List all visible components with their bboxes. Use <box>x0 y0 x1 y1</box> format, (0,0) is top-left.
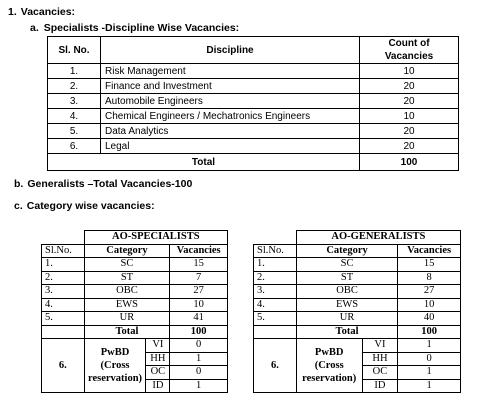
pwbd-value-cell: 0 <box>170 366 228 380</box>
pwbd-sl-no: 6. <box>254 339 297 393</box>
table-row <box>42 312 228 326</box>
discipline-cell: Chemical Engineers / Mechatronics Engineers <box>101 109 360 124</box>
sl-no-cell: 6. <box>48 139 101 154</box>
table-header-row <box>254 244 461 258</box>
column-header-vacancies: Vacancies <box>398 244 461 258</box>
sl-no-cell: 2. <box>48 79 101 94</box>
vacancies-cell: 7 <box>170 271 228 285</box>
sl-no-cell: 1. <box>48 64 101 79</box>
table-row <box>42 285 228 299</box>
discipline-cell: Data Analytics <box>101 124 360 139</box>
pwbd-type-cell: ID <box>362 379 398 393</box>
category-cell: UR <box>296 312 398 326</box>
table-total-row <box>48 154 459 171</box>
sl-no-cell: 5. <box>254 312 297 326</box>
count-cell: 20 <box>360 139 459 154</box>
section-c-label: c. <box>14 200 23 212</box>
count-cell: 20 <box>360 124 459 139</box>
discipline-cell: Finance and Investment <box>101 79 360 94</box>
category-cell: OBC <box>296 285 398 299</box>
pwbd-label-line: reservation) <box>88 373 143 384</box>
sl-no-cell: 3. <box>42 285 85 299</box>
table-row <box>48 64 459 79</box>
sl-no-cell: 1. <box>42 258 85 272</box>
pwbd-type-cell: VI <box>146 339 170 353</box>
sl-no-cell: 1. <box>254 258 297 272</box>
category-cell: ST <box>84 271 170 285</box>
table-row <box>42 271 228 285</box>
pwbd-value-cell: 1 <box>398 379 461 393</box>
pwbd-value-cell: 0 <box>170 339 228 353</box>
sl-no-cell: 4. <box>254 298 297 312</box>
category-cell: UR <box>84 312 170 326</box>
category-cell: EWS <box>84 298 170 312</box>
table-title-row <box>254 231 461 245</box>
pwbd-label-line: reservation) <box>302 373 357 384</box>
table-row <box>48 79 459 94</box>
table-row <box>48 139 459 154</box>
column-header-count: Count of Vacancies <box>360 37 459 64</box>
pwbd-type-cell: VI <box>362 339 398 353</box>
blank-cell <box>42 325 85 339</box>
vacancies-cell: 40 <box>398 312 461 326</box>
vacancies-cell: 27 <box>170 285 228 299</box>
pwbd-label-line: PwBD <box>100 347 130 358</box>
section-c-heading <box>14 200 155 212</box>
total-label: Total <box>84 325 170 339</box>
category-cell: SC <box>84 258 170 272</box>
pwbd-label <box>84 339 146 393</box>
sl-no-cell: 4. <box>42 298 85 312</box>
pwbd-label-line: (Cross <box>100 360 130 371</box>
sl-no-cell: 2. <box>254 271 297 285</box>
section-a-title: Specialists -Discipline Wise Vacancies: <box>43 22 240 34</box>
table-row <box>42 258 228 272</box>
table-row <box>254 285 461 299</box>
pwbd-row <box>42 339 228 353</box>
vacancies-heading <box>8 6 75 18</box>
total-value: 100 <box>398 325 461 339</box>
category-cell: OBC <box>84 285 170 299</box>
discipline-cell: Risk Management <box>101 64 360 79</box>
pwbd-label-line: (Cross <box>314 360 344 371</box>
count-cell: 10 <box>360 109 459 124</box>
vacancies-cell: 41 <box>170 312 228 326</box>
blank-cell <box>254 231 297 245</box>
table-total-row <box>254 325 461 339</box>
pwbd-sl-no: 6. <box>42 339 85 393</box>
pwbd-value-cell: 0 <box>398 352 461 366</box>
sl-no-cell: 5. <box>48 124 101 139</box>
column-header-category: Category <box>84 244 170 258</box>
vacancies-heading-title: Vacancies: <box>20 6 76 18</box>
table-row <box>48 109 459 124</box>
table-header-row <box>48 37 459 64</box>
table-row <box>48 94 459 109</box>
pwbd-value-cell: 1 <box>398 366 461 380</box>
count-cell: 20 <box>360 94 459 109</box>
column-header-vacancies: Vacancies <box>170 244 228 258</box>
column-header-sl-no: Sl.No. <box>254 244 297 258</box>
pwbd-value-cell: 1 <box>170 352 228 366</box>
section-b-title: Generalists –Total Vacancies-100 <box>27 178 193 190</box>
section-b-heading <box>14 178 192 190</box>
discipline-vacancies-table <box>47 36 459 171</box>
table-row <box>254 298 461 312</box>
total-value: 100 <box>170 325 228 339</box>
section-c-title: Category wise vacancies: <box>26 200 155 212</box>
pwbd-type-cell: HH <box>362 352 398 366</box>
section-b-label: b. <box>14 178 24 190</box>
table-row <box>254 312 461 326</box>
table-title-row <box>42 231 228 245</box>
category-cell: EWS <box>296 298 398 312</box>
vacancies-cell: 27 <box>398 285 461 299</box>
pwbd-type-cell: OC <box>362 366 398 380</box>
column-header-category: Category <box>296 244 398 258</box>
ao-specialists-table <box>41 230 228 393</box>
count-cell: 10 <box>360 64 459 79</box>
pwbd-type-cell: OC <box>146 366 170 380</box>
vacancies-cell: 8 <box>398 271 461 285</box>
ao-generalists-table <box>253 230 461 393</box>
pwbd-type-cell: HH <box>146 352 170 366</box>
table-header-row <box>42 244 228 258</box>
table-title: AO-SPECIALISTS <box>84 231 227 245</box>
vacancies-cell: 10 <box>398 298 461 312</box>
blank-cell <box>254 325 297 339</box>
sl-no-cell: 3. <box>48 94 101 109</box>
pwbd-value-cell: 1 <box>170 379 228 393</box>
section-a-label: a. <box>30 22 39 34</box>
count-cell: 20 <box>360 79 459 94</box>
table-title: AO-GENERALISTS <box>296 231 460 245</box>
table-row <box>254 271 461 285</box>
category-cell: ST <box>296 271 398 285</box>
vacancies-heading-number: 1. <box>8 6 17 18</box>
column-header-sl-no: Sl.No. <box>42 244 85 258</box>
pwbd-row <box>254 339 461 353</box>
sl-no-cell: 3. <box>254 285 297 299</box>
discipline-cell: Automobile Engineers <box>101 94 360 109</box>
total-label: Total <box>48 154 360 171</box>
vacancies-cell: 15 <box>170 258 228 272</box>
pwbd-label <box>296 339 362 393</box>
total-value: 100 <box>360 154 459 171</box>
sl-no-cell: 4. <box>48 109 101 124</box>
discipline-cell: Legal <box>101 139 360 154</box>
table-row <box>48 124 459 139</box>
section-a-heading <box>30 22 239 34</box>
total-label: Total <box>296 325 398 339</box>
vacancies-cell: 10 <box>170 298 228 312</box>
column-header-discipline: Discipline <box>101 37 360 64</box>
sl-no-cell: 5. <box>42 312 85 326</box>
pwbd-label-line: PwBD <box>314 347 344 358</box>
table-row <box>42 298 228 312</box>
blank-cell <box>42 231 85 245</box>
sl-no-cell: 2. <box>42 271 85 285</box>
category-cell: SC <box>296 258 398 272</box>
table-total-row <box>42 325 228 339</box>
vacancies-cell: 15 <box>398 258 461 272</box>
table-row <box>254 258 461 272</box>
pwbd-type-cell: ID <box>146 379 170 393</box>
pwbd-value-cell: 1 <box>398 339 461 353</box>
column-header-sl-no: Sl. No. <box>48 37 101 64</box>
